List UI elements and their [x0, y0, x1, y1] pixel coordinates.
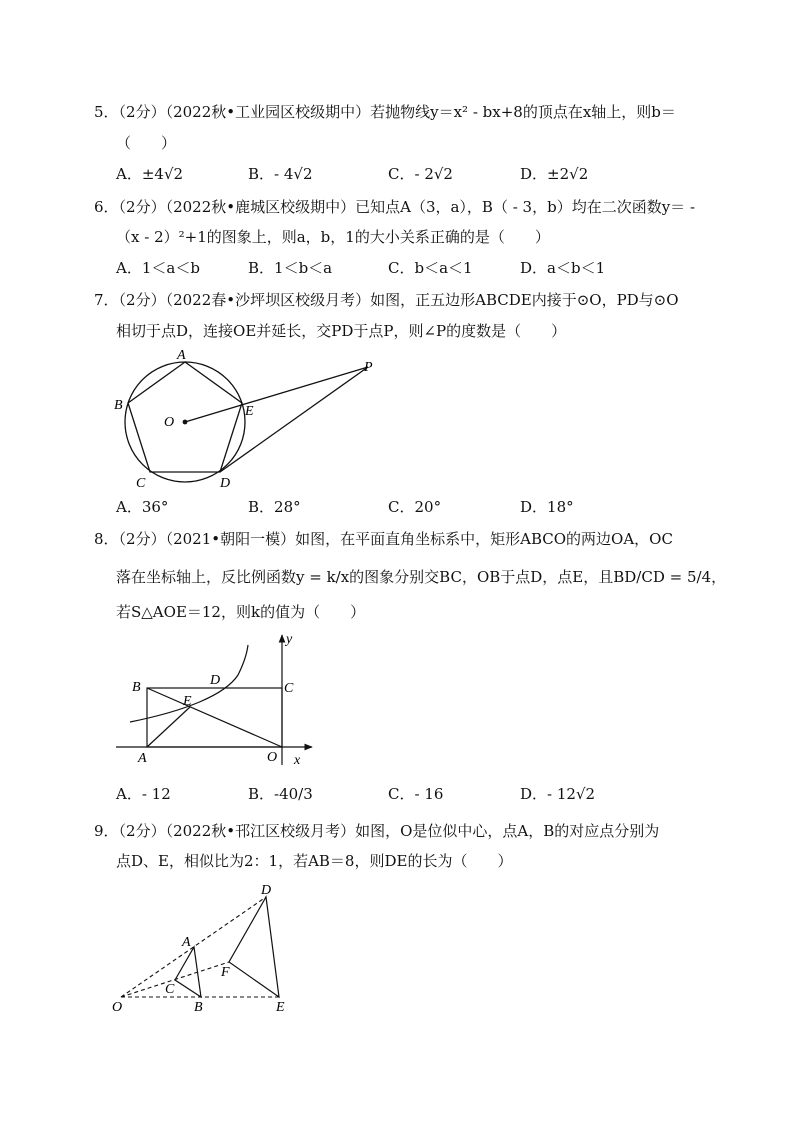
- question-6-option-d: D．a＜b＜1: [520, 259, 606, 277]
- pentagon-circle-figure: [100, 345, 400, 495]
- question-7-option-b: B．28°: [248, 498, 301, 516]
- label-p: P: [364, 360, 373, 375]
- label-a: A: [138, 751, 147, 766]
- question-6-line-2: （x - 2）²+1的图象上，则a，b，1的大小关系正确的是（ ）: [116, 228, 550, 246]
- label-y: y: [286, 632, 293, 647]
- label-b: B: [132, 680, 141, 695]
- question-7-option-a: A．36°: [116, 498, 169, 516]
- question-6-option-c: C．b＜a＜1: [388, 259, 473, 277]
- label-d: D: [210, 673, 221, 688]
- label-a: A: [182, 935, 191, 950]
- question-6-option-b: B．1＜b＜a: [248, 259, 333, 277]
- question-7-option-c: C．20°: [388, 498, 442, 516]
- label-d: D: [261, 883, 272, 898]
- label-o: O: [112, 1000, 123, 1015]
- triangle-def: [229, 897, 279, 997]
- line-pd: [220, 367, 368, 472]
- label-d: D: [220, 476, 231, 491]
- question-5-option-a: A．±4√2: [116, 165, 184, 183]
- question-6-line-1: 6．（2分）（2022秋•鹿城区校级期中）已知点A（3，a），B（ - 3，b）均在二次函数y＝ -: [94, 198, 696, 216]
- question-5-line-2: （ ）: [116, 134, 177, 152]
- question-8-option-b: B．-40/3: [248, 785, 313, 803]
- pentagon-abcde: [128, 362, 242, 472]
- question-5-line-1: 5．（2分）（2022秋•工业园区校级期中）若抛物线y＝x² - bx+8的顶点在x轴上，则b＝: [94, 103, 676, 121]
- question-8-option-d: D．- 12√2: [520, 785, 596, 803]
- label-b: B: [194, 1000, 203, 1015]
- question-5-option-b: B．- 4√2: [248, 165, 313, 183]
- center-point-o: [183, 420, 188, 425]
- label-c: C: [284, 681, 294, 696]
- question-8-line-3: 若S△AOE＝12，则k的值为（ ）: [116, 603, 366, 621]
- label-e: E: [245, 404, 254, 419]
- question-8-line-2: 落在坐标轴上，反比例函数y = k/x的图象分别交BC，OB于点D，点E，且BD/CD = 5/4，: [116, 568, 727, 586]
- label-o: O: [164, 415, 175, 430]
- question-8-line-1: 8．（2分）（2021•朝阳一模）如图，在平面直角坐标系中，矩形ABCO的两边OA，OC: [94, 530, 673, 548]
- label-a: A: [177, 348, 186, 363]
- question-8-option-c: C．- 16: [388, 785, 444, 803]
- hyperbola-curve: [130, 645, 248, 722]
- question-7-option-d: D．18°: [520, 498, 574, 516]
- label-x: x: [294, 753, 301, 768]
- question-9-line-1: 9．（2分）（2022秋•邗江区校级月考）如图，O是位似中心，点A，B的对应点分别为: [94, 822, 660, 840]
- question-7-line-2: 相切于点D，连接OE并延长，交PD于点P，则∠P的度数是（ ）: [116, 322, 567, 340]
- homothety-figure: [108, 880, 308, 1015]
- question-5-option-d: D．±2√2: [520, 165, 589, 183]
- question-6-option-a: A．1＜a＜b: [116, 259, 200, 277]
- label-o: O: [267, 750, 278, 765]
- question-7-line-1: 7．（2分）（2022春•沙坪坝区校级月考）如图，正五边形ABCDE内接于⊙O，PD与⊙O: [94, 291, 679, 309]
- question-9-line-2: 点D、E，相似比为2：1，若AB＝8，则DE的长为（ ）: [116, 852, 513, 870]
- line-ob: [147, 688, 282, 747]
- label-c: C: [165, 982, 175, 997]
- triangle-abc: [175, 947, 201, 997]
- rectangle-coordinate-figure: [110, 625, 325, 770]
- line-op: [185, 367, 368, 422]
- label-c: C: [136, 476, 146, 491]
- label-f: F: [221, 965, 230, 980]
- label-b: B: [114, 398, 123, 413]
- label-e: E: [276, 1000, 285, 1015]
- question-8-option-a: A．- 12: [116, 785, 171, 803]
- question-5-option-c: C．- 2√2: [388, 165, 453, 183]
- label-e: E: [183, 694, 192, 709]
